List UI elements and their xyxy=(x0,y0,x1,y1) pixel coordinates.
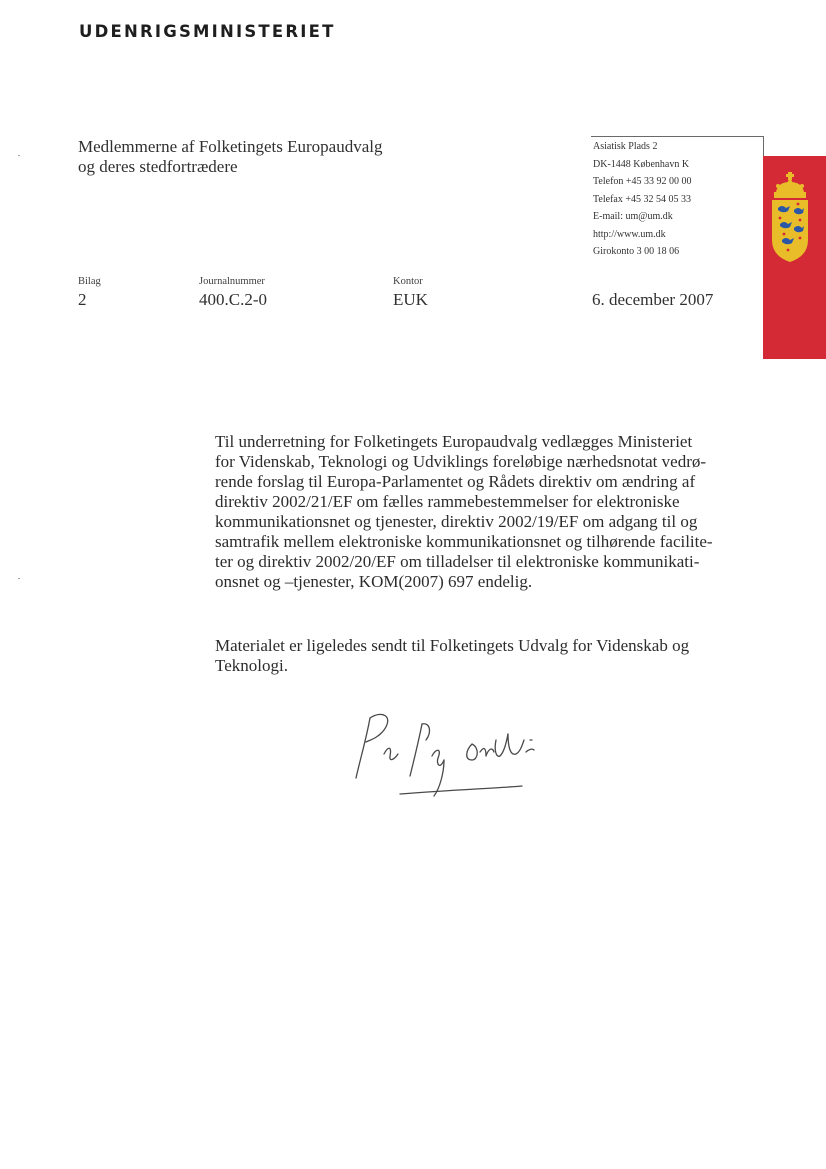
body-line: ter og direktiv 2002/20/EF om tilladelser til elektroniske kommunikati- xyxy=(215,552,700,571)
body-line: onsnet og –tjenester, KOM(2007) 697 endelig. xyxy=(215,572,533,591)
recipient-line: og deres stedfortrædere xyxy=(78,157,238,176)
bilag-value: 2 xyxy=(78,290,87,309)
office-value: EUK xyxy=(393,290,428,309)
journal-number-label: Journalnummer xyxy=(199,276,265,287)
margin-mark xyxy=(18,578,20,579)
sender-address: Asiatisk Plads 2 xyxy=(593,141,658,152)
body-line: rende forslag til Europa-Parlamentet og Rådets direktiv om ændring af xyxy=(215,472,696,491)
coat-of-arms-icon xyxy=(766,170,826,276)
sender-fax: Telefax +45 32 54 05 33 xyxy=(593,193,691,205)
sender-address-block xyxy=(593,138,692,261)
sender-divider xyxy=(591,136,763,137)
journal-number-value: 400.C.2-0 xyxy=(199,290,267,309)
body-paragraph-2 xyxy=(215,636,735,676)
body-line: for Videnskab, Teknologi og Udviklings foreløbige nærhedsnotat vedrø- xyxy=(215,452,707,471)
handwritten-signature xyxy=(340,700,580,810)
sender-postal: DK-1448 København K xyxy=(593,158,690,170)
body-line: direktiv 2002/21/EF om fælles rammebestemmelser for elektroniske xyxy=(215,492,680,511)
body-line: Materialet er ligeledes sendt til Folketingets Udvalg for Videnskab og xyxy=(215,636,690,655)
sender-phone: Telefon +45 33 92 00 00 xyxy=(593,176,692,187)
sender-email: E-mail: um@um.dk xyxy=(593,211,673,222)
body-line: Til underretning for Folketingets Europaudvalg vedlægges Ministeriet xyxy=(215,432,693,451)
margin-mark xyxy=(18,155,20,156)
sender-divider-vertical xyxy=(763,136,764,156)
recipient-block xyxy=(78,137,383,177)
body-line: Teknologi. xyxy=(215,656,288,675)
sender-giro: Girokonto 3 00 18 06 xyxy=(593,246,680,257)
office-label: Kontor xyxy=(393,276,423,287)
bilag-label: Bilag xyxy=(78,276,101,287)
body-line: kommunikationsnet og tjenester, direktiv 2002/19/EF om adgang til og xyxy=(215,512,698,531)
letter-date: 6. december 2007 xyxy=(592,290,714,309)
sender-web: http://www.um.dk xyxy=(593,228,666,240)
recipient-line: Medlemmerne af Folketingets Europaudvalg xyxy=(78,137,383,156)
ministry-header: UDENRIGSMINISTERIET xyxy=(79,22,336,41)
body-paragraph-1 xyxy=(215,432,735,592)
body-line: samtrafik mellem elektroniske kommunikationsnet og tilhørende facilite- xyxy=(215,532,713,551)
